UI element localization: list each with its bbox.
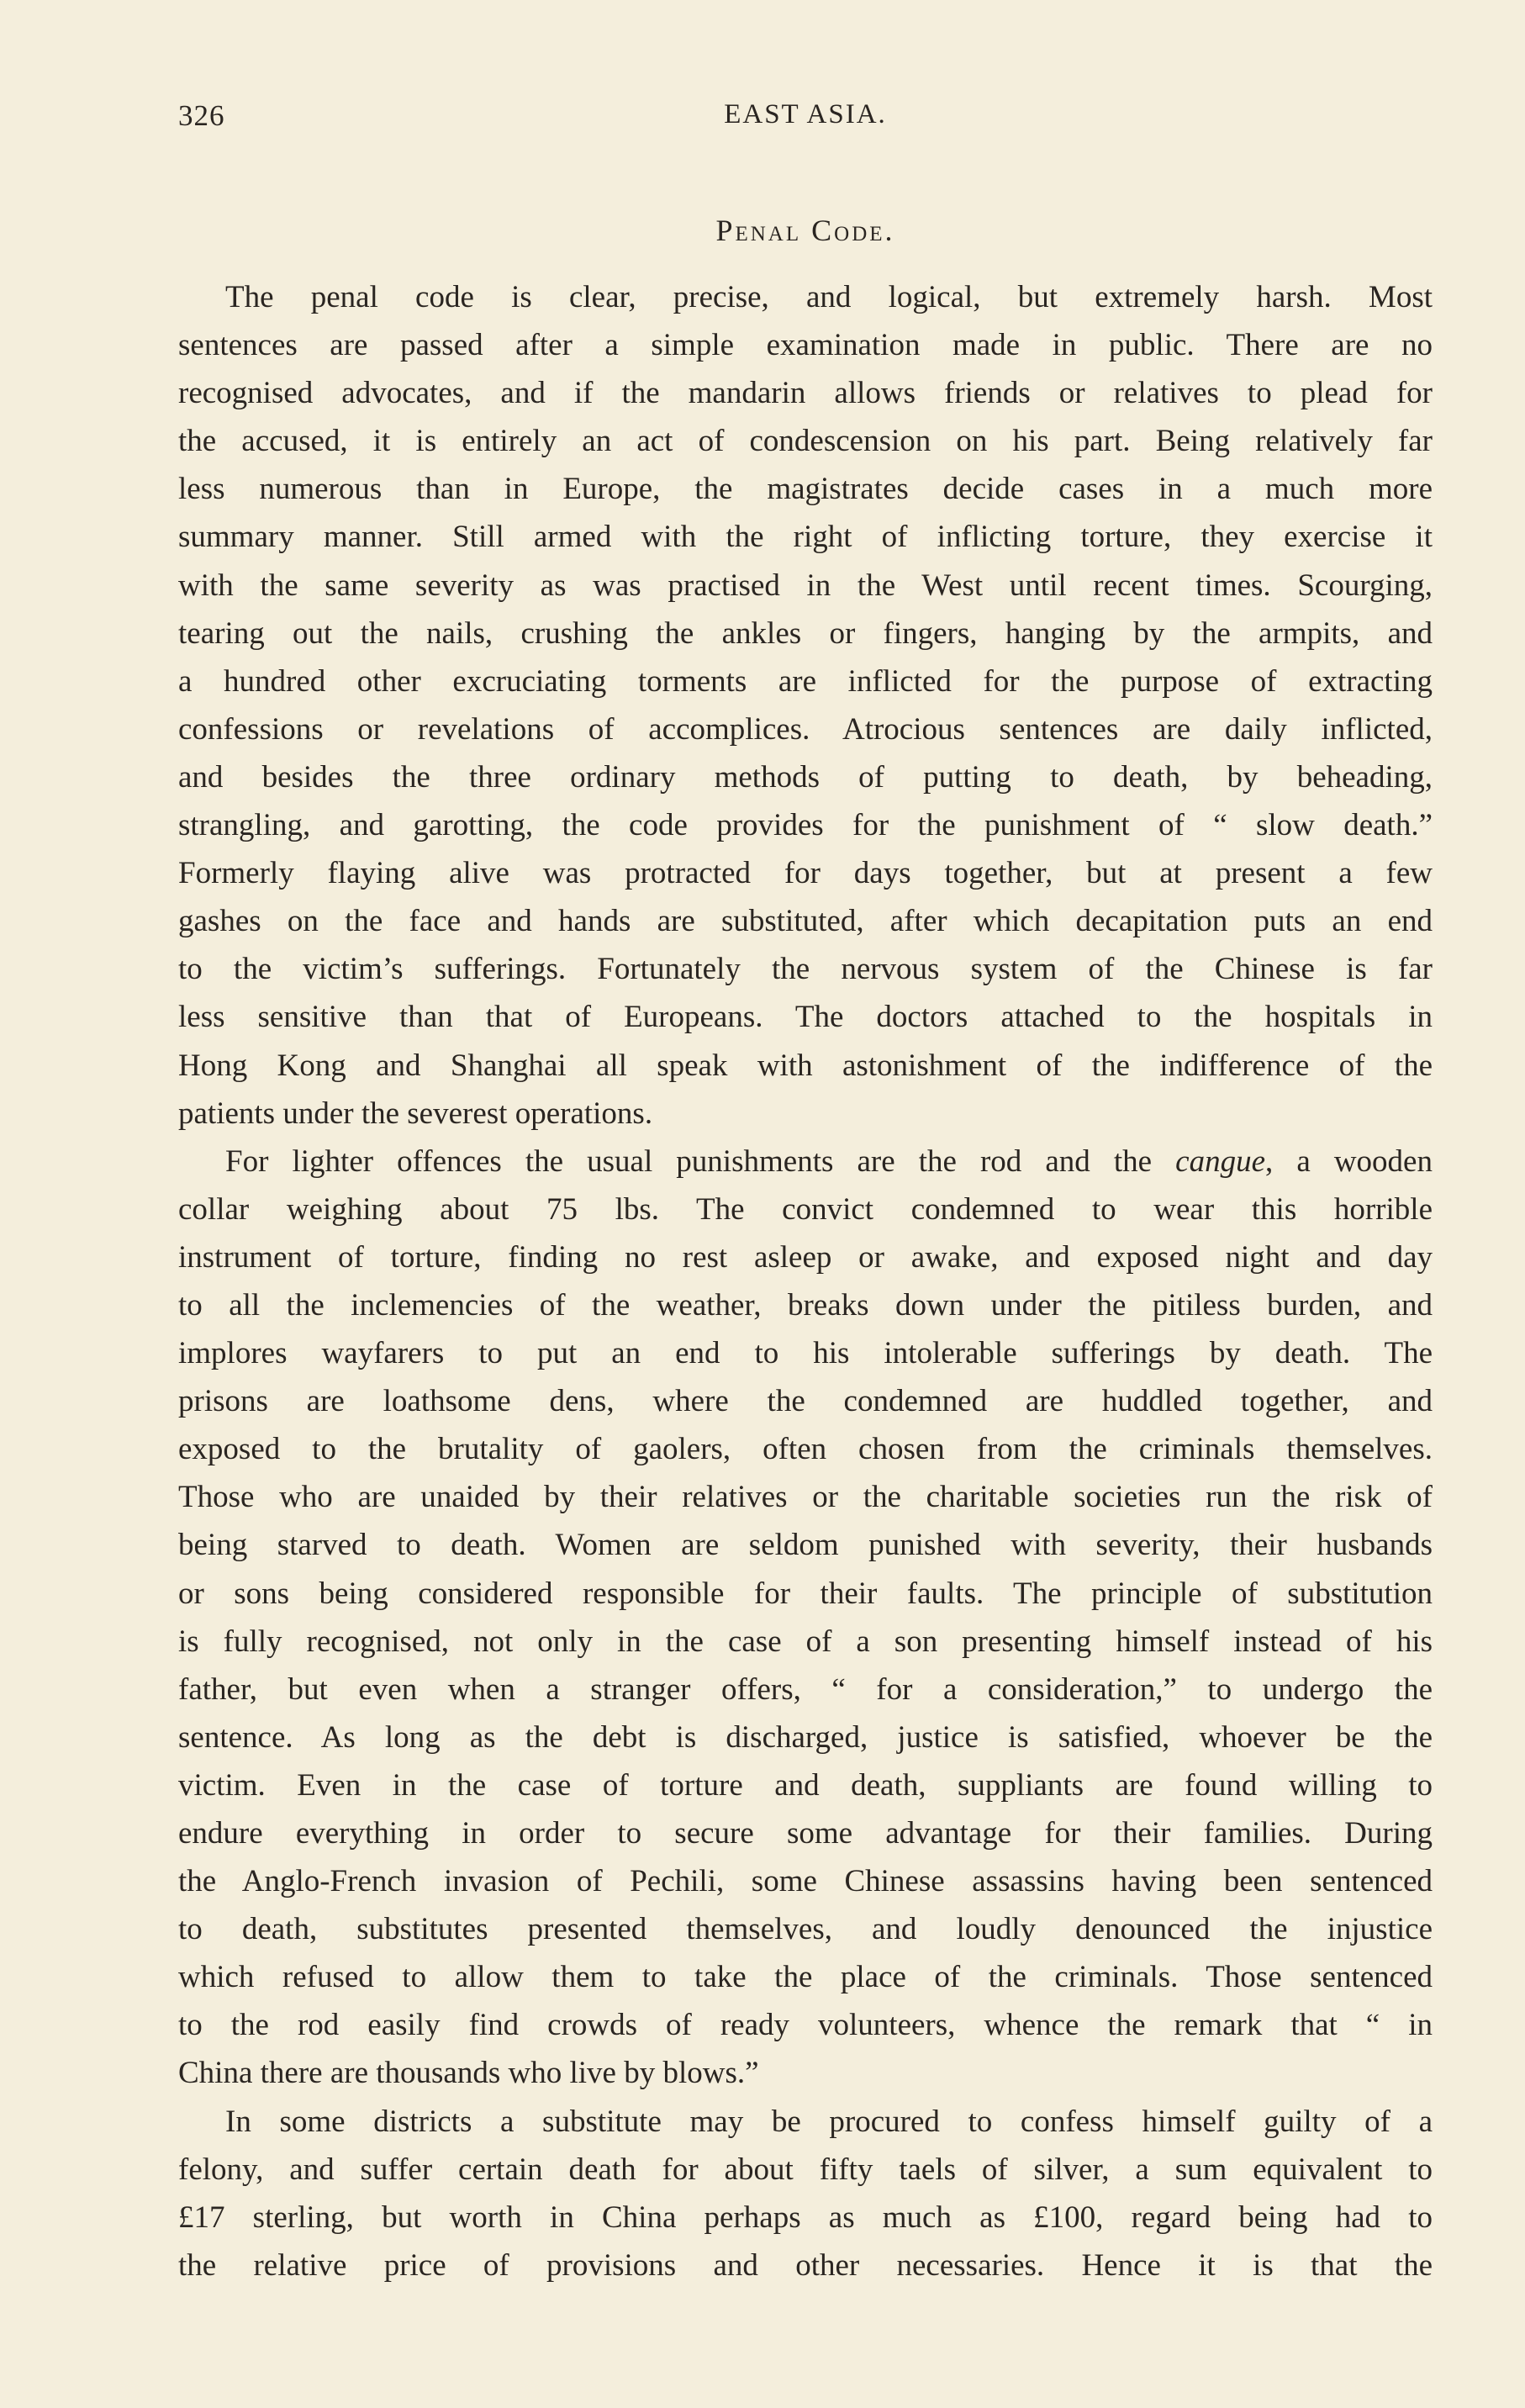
- text-line: or sons being considered responsible for their faults. The principle of substitution: [178, 1576, 1433, 1611]
- body-text: [178, 273, 1433, 2289]
- text-line: the Anglo-French invasion of Pechili, some Chinese assassins having been sentenced: [178, 1864, 1433, 1899]
- text-line: with the same severity as was practised in the West until recent times. Scourging,: [178, 568, 1433, 603]
- text-line: the accused, it is entirely an act of condescension on his part. Being relatively far: [178, 424, 1433, 459]
- text-line: less numerous than in Europe, the magistrates decide cases in a much more: [178, 472, 1433, 507]
- text-line: being starved to death. Women are seldom punished with severity, their husbands: [178, 1528, 1433, 1563]
- text-line: patients under the severest operations.: [178, 1096, 653, 1131]
- running-head: EAST ASIA.: [724, 99, 887, 129]
- text-line: a hundred other excruciating torments are inflicted for the purpose of extracting: [178, 663, 1433, 699]
- text-line: strangling, and garotting, the code provides for the punishment of “ slow death.”: [178, 808, 1433, 843]
- section-title: Penal Code.: [715, 214, 895, 247]
- text-line: Those who are unaided by their relatives or the charitable societies run the risk of: [178, 1480, 1433, 1515]
- text-line: implores wayfarers to put an end to his intolerable sufferings by death. The: [178, 1336, 1433, 1371]
- text-line: which refused to allow them to take the place of the criminals. Those sentenced: [178, 1960, 1433, 1995]
- text-line: In some districts a substitute may be procured to confess himself guilty of a: [225, 2104, 1433, 2139]
- text-line: and besides the three ordinary methods of putting to death, by beheading,: [178, 759, 1433, 795]
- text-line: to the rod easily find crowds of ready volunteers, whence the remark that “ in: [178, 2008, 1433, 2043]
- text-line: victim. Even in the case of torture and death, suppliants are found willing to: [178, 1767, 1433, 1803]
- text-line: China there are thousands who live by blows.”: [178, 2056, 759, 2091]
- text-line: exposed to the brutality of gaolers, often chosen from the criminals themselves.: [178, 1432, 1433, 1467]
- text-line: to death, substitutes presented themselves, and loudly denounced the injustice: [178, 1912, 1433, 1947]
- italic-term: cangue: [1175, 1143, 1266, 1179]
- text-line: the relative price of provisions and other necessaries. Hence it is that the: [178, 2247, 1433, 2283]
- text-line: summary manner. Still armed with the right of inflicting torture, they exercise it: [178, 520, 1433, 555]
- text-line: recognised advocates, and if the mandarin allows friends or relatives to plead for: [178, 376, 1433, 411]
- text-line: to the victim’s sufferings. Fortunately the nervous system of the Chinese is far: [178, 952, 1433, 987]
- text-line: collar weighing about 75 lbs. The convict condemned to wear this horrible: [178, 1191, 1433, 1227]
- text-line: £17 sterling, but worth in China perhaps as much as £100, regard being had to: [178, 2199, 1433, 2235]
- text-line: sentences are passed after a simple examination made in public. There are no: [178, 328, 1433, 363]
- text-line: Formerly flaying alive was protracted for days together, but at present a few: [178, 856, 1433, 891]
- text-line: felony, and suffer certain death for about fifty taels of silver, a sum equivalent to: [178, 2152, 1433, 2187]
- text-line: prisons are loathsome dens, where the condemned are huddled together, and: [178, 1384, 1433, 1419]
- text-line: is fully recognised, not only in the case of a son presenting himself instead of his: [178, 1624, 1433, 1659]
- text-line: For lighter offences the usual punishments are the rod and the cangue, a wooden: [225, 1143, 1433, 1179]
- text-line: Hong Kong and Shanghai all speak with astonishment of the indifference of the: [178, 1048, 1433, 1083]
- page-header: [178, 99, 1433, 150]
- text-line: endure everything in order to secure some advantage for their families. During: [178, 1816, 1433, 1851]
- text-line: tearing out the nails, crushing the ankles or fingers, hanging by the armpits, and: [178, 615, 1433, 651]
- text-line: to all the inclemencies of the weather, breaks down under the pitiless burden, and: [178, 1287, 1433, 1323]
- text-line: instrument of torture, finding no rest asleep or awake, and exposed night and day: [178, 1239, 1433, 1275]
- text-line: gashes on the face and hands are substituted, after which decapitation puts an end: [178, 904, 1433, 939]
- page-number: 326: [178, 99, 225, 132]
- text-line: father, but even when a stranger offers, “ for a consideration,” to undergo the: [178, 1671, 1433, 1707]
- text-line: The penal code is clear, precise, and logical, but extremely harsh. Most: [225, 280, 1433, 314]
- text-line: confessions or revelations of accomplices. Atrocious sentences are daily inflicted,: [178, 711, 1433, 747]
- text-line: sentence. As long as the debt is discharged, justice is satisfied, whoever be the: [178, 1719, 1433, 1755]
- text-line: less sensitive than that of Europeans. The doctors attached to the hospitals in: [178, 1000, 1433, 1035]
